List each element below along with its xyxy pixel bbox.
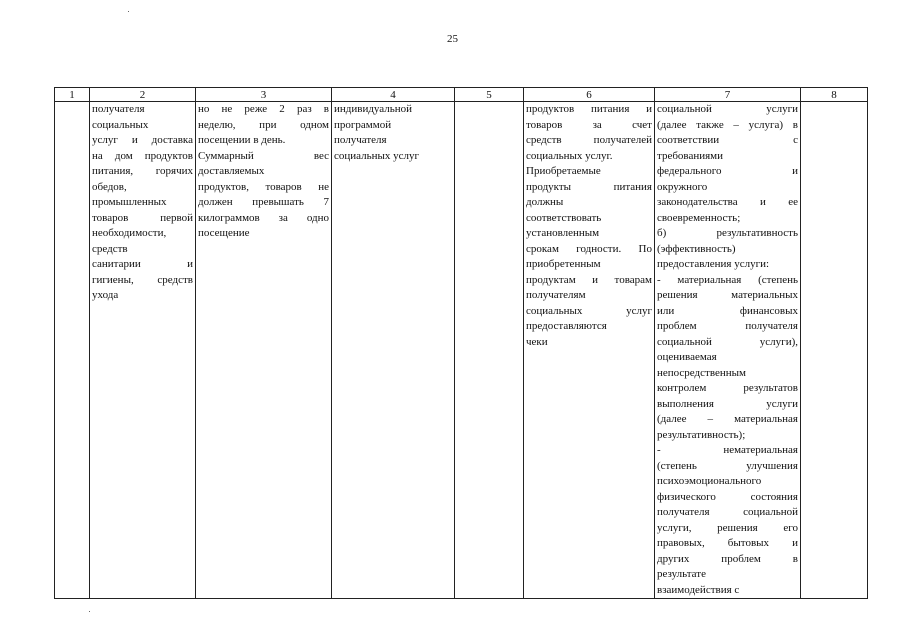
cell-line: продуктов, товаров не (198, 180, 329, 193)
cell-line: посещение (198, 227, 250, 239)
cell-line: (степень улучшения (657, 459, 798, 472)
cell-line: непосредственным (657, 366, 746, 379)
cell-line: продуктам и товарам (526, 273, 652, 286)
cell-line: - материальная (степень (657, 273, 798, 286)
cell-line: гигиены, средств (92, 273, 193, 286)
cell-line: должен превышать 7 (198, 196, 329, 208)
cell-line: предоставляются (526, 320, 607, 332)
column-header: 6 (524, 88, 655, 102)
cell-line: результативность); (657, 428, 746, 441)
cell-line: продукты питания (526, 180, 652, 193)
cell-program (332, 102, 455, 599)
cell-frequency (196, 102, 332, 599)
column-header: 7 (655, 88, 801, 102)
cell-line: ухода (92, 289, 119, 301)
cell-line: социальной услуги), (657, 335, 798, 348)
cell-line: законодательства и ее (657, 196, 798, 208)
cell-line: доставляемых (198, 165, 265, 177)
cell-line: психоэмоционального (657, 475, 762, 487)
cell-line: (далее – материальная (657, 413, 798, 425)
cell-line: получателям (526, 289, 586, 301)
scan-speck (128, 11, 129, 12)
cell-line: получателя (92, 103, 145, 115)
cell-line: результате (657, 568, 706, 580)
cell-line: федерального и (657, 165, 798, 177)
cell-line: неделю, при одном (198, 118, 329, 131)
table-row (55, 102, 868, 599)
services-table (54, 87, 868, 599)
column-header: 3 (196, 88, 332, 102)
cell-line: промышленных (92, 196, 167, 208)
cell-col5 (455, 102, 524, 599)
cell-line: санитарии и (92, 258, 193, 270)
cell-line: услуг и доставка (92, 134, 193, 146)
cell-line: социальных услуг. (526, 149, 613, 162)
cell-line: других проблем в (657, 552, 798, 565)
cell-line: срокам годности. По (526, 242, 652, 255)
cell-line: получателя социальной (657, 506, 798, 518)
cell-line: правовых, бытовых и (657, 537, 798, 549)
cell-line: оцениваемая (657, 351, 717, 363)
cell-col8 (801, 102, 868, 599)
cell-line: но не реже 2 раз в (198, 103, 329, 115)
column-header: 2 (90, 88, 196, 102)
cell-line: соответствии с (657, 134, 798, 146)
cell-line: Суммарный вес (198, 149, 329, 162)
cell-line: средств получателей (526, 134, 652, 146)
cell-service-name (90, 102, 196, 599)
cell-col1 (55, 102, 90, 599)
cell-line: получателя (334, 134, 387, 146)
cell-line: посещении в день. (198, 134, 286, 146)
cell-line: товаров за счет (526, 118, 652, 131)
cell-line: физического состояния (657, 490, 798, 503)
cell-line: услуги, решения его (657, 521, 798, 534)
cell-line: требованиями (657, 149, 724, 162)
cell-line: социальной услуги (657, 103, 798, 115)
cell-conditions (524, 102, 655, 599)
column-header: 1 (55, 88, 90, 102)
cell-line: контролем результатов (657, 382, 798, 394)
cell-line: (далее также – услуга) в (657, 118, 798, 131)
cell-line: взаимодействия с (657, 583, 740, 596)
cell-line: соответствовать (526, 211, 602, 224)
column-header: 5 (455, 88, 524, 102)
cell-line: чеки (526, 335, 548, 348)
cell-line: товаров первой (92, 211, 193, 224)
cell-quality-indicators (655, 102, 801, 599)
cell-line: - нематериальная (657, 444, 798, 456)
cell-line: программой (334, 118, 392, 131)
cell-line: необходимости, (92, 227, 167, 239)
cell-line: проблем получателя (657, 320, 798, 332)
cell-line: на дом продуктов (92, 149, 193, 162)
cell-line: решения материальных (657, 289, 798, 301)
column-header: 4 (332, 88, 455, 102)
cell-line: б) результативность (657, 227, 798, 239)
cell-line: установленным (526, 227, 600, 239)
cell-line: (эффективность) (657, 242, 736, 255)
cell-line: социальных услуг (526, 304, 652, 317)
cell-line: Приобретаемые (526, 165, 601, 177)
cell-line: окружного (657, 180, 708, 193)
cell-line: продуктов питания и (526, 103, 652, 115)
cell-line: приобретенным (526, 258, 601, 270)
cell-line: должны (526, 196, 564, 208)
column-number-row (55, 88, 868, 102)
cell-line: социальных (92, 118, 149, 131)
cell-line: килограммов за одно (198, 211, 329, 224)
cell-line: средств (92, 242, 128, 255)
cell-line: индивидуальной (334, 103, 413, 115)
cell-line: или финансовых (657, 304, 798, 317)
cell-line: питания, горячих (92, 165, 193, 177)
cell-line: социальных услуг (334, 149, 420, 162)
cell-line: предоставления услуги: (657, 258, 770, 270)
cell-line: своевременность; (657, 211, 741, 224)
cell-line: обедов, (92, 180, 127, 193)
scan-speck (89, 611, 90, 612)
column-header: 8 (801, 88, 868, 102)
cell-line: выполнения услуги (657, 397, 798, 410)
page-number: 25 (447, 33, 458, 45)
